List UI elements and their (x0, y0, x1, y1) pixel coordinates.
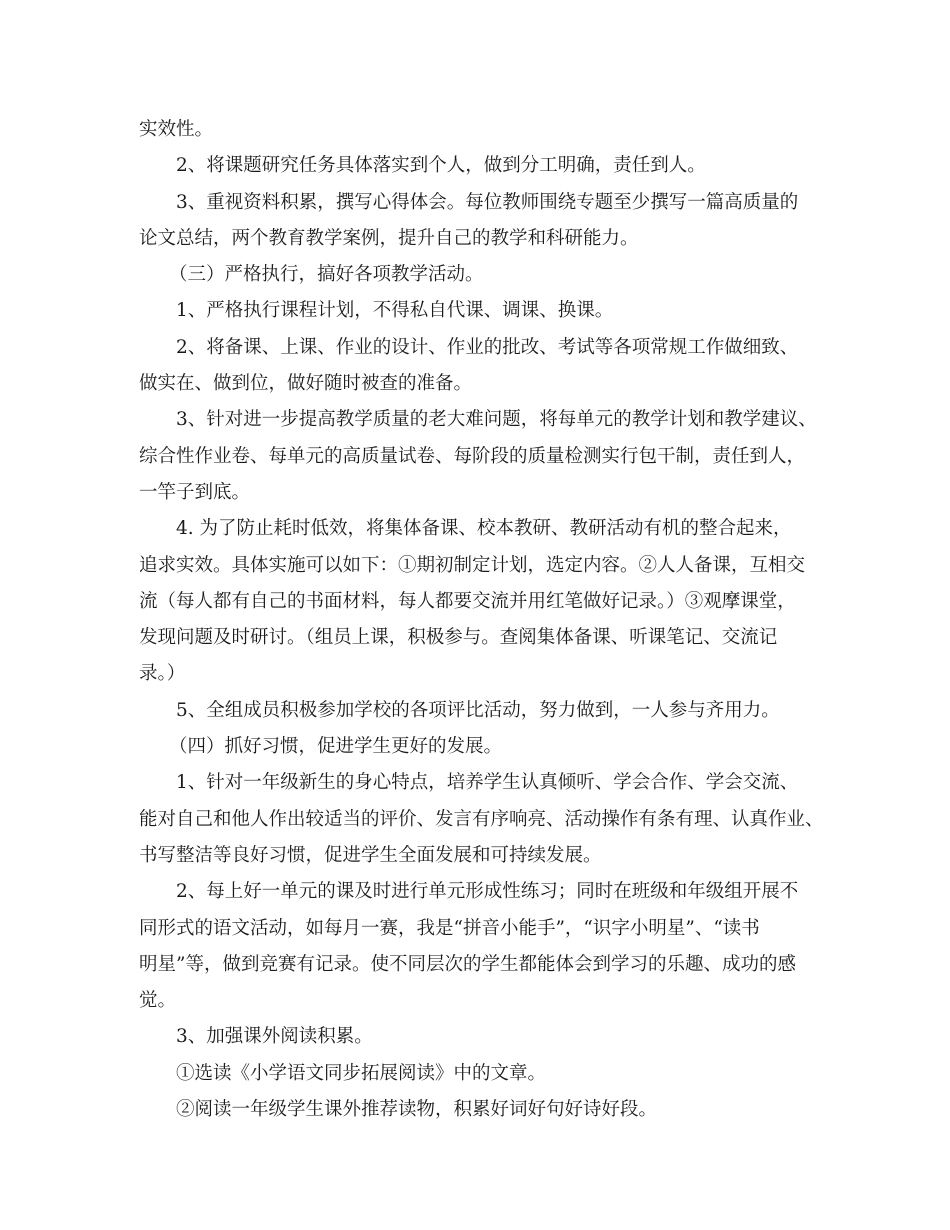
paragraph-line: 实效性。 (139, 119, 214, 140)
paragraph-line: 2、将备课、上课、作业的设计、作业的批改、考试等各项常规工作做细致、 (176, 336, 799, 358)
paragraph-line: 1、严格执行课程计划，不得私自代课、调课、换课。 (176, 300, 614, 322)
paragraph-line: 5、全组成员积极参加学校的各项评比活动，努力做到，一人参与齐用力。 (176, 699, 780, 721)
paragraph-line: 书写整洁等良好习惯，促进学生全面发展和可持续发展。 (139, 844, 602, 866)
paragraph-line: 3、针对进一步提高教学质量的老大难问题，将每单元的教学计划和教学建议、 (176, 409, 817, 431)
paragraph-line: 3、重视资料积累，撰写心得体会。每位教师围绕专题至少撰写一篇高质量的 (176, 191, 799, 213)
paragraph-line: 综合性作业卷、每单元的高质量试卷、每阶段的质量检测实行包干制，责任到人， (139, 445, 806, 467)
paragraph-line: 2、将课题研究任务具体落实到个人，做到分工明确，责任到人。 (176, 155, 706, 177)
paragraph-line: 流（每人都有自己的书面材料，每人都要交流并用红笔做好记录。）③观摩课堂， (139, 590, 796, 612)
paragraph-line: 同形式的语文活动，如每月一赛，我是“拼音小能手”，“识字小明星”、“读书 (139, 917, 760, 939)
paragraph-line: 觉。 (139, 990, 177, 1012)
paragraph-line: ①选读《小学语文同步拓展阅读》中的文章。 (176, 1062, 547, 1084)
paragraph-line: 3、加强课外阅读积累。 (176, 1026, 373, 1048)
paragraph-line: 录。） (139, 663, 186, 685)
paragraph-line: 4. 为了防止耗时低效，将集体备课、校本教研、教研活动有机的整合起来， (176, 518, 792, 540)
section-heading: （三）严格执行，搞好各项教学活动。 (169, 264, 484, 286)
paragraph-line: 追求实效。具体实施可以如下：①期初制定计划，选定内容。②人人备课，互相交 (139, 554, 806, 576)
paragraph-line: 2、每上好一单元的课及时进行单元形成性练习；同时在班级和年级组开展不 (176, 881, 799, 903)
paragraph-line: 发现问题及时研讨。（组员上课，积极参与。查阅集体备课、听课笔记、交流记 (139, 627, 778, 649)
paragraph-line: 一竿子到底。 (139, 481, 251, 503)
section-heading: （四）抓好习惯，促进学生更好的发展。 (169, 736, 503, 758)
body-text (139, 112, 829, 1128)
paragraph-line: 能对自己和他人作出较适当的评价、发言有序响亮、活动操作有条有理、认真作业、 (139, 808, 824, 830)
paragraph-line: 论文总结，两个教育教学案例，提升自己的教学和科研能力。 (139, 227, 639, 249)
paragraph-line: ②阅读一年级学生课外推荐读物，积累好词好句好诗好段。 (176, 1099, 658, 1121)
paragraph-line: 明星”等，做到竞赛有记录。使不同层次的学生都能体会到学习的乐趣、成功的感 (139, 953, 796, 975)
paragraph-line: 1、针对一年级新生的身心特点，培养学生认真倾听、学会合作、学会交流、 (176, 772, 799, 794)
paragraph-line: 做实在、做到位，做好随时被查的准备。 (139, 373, 473, 395)
